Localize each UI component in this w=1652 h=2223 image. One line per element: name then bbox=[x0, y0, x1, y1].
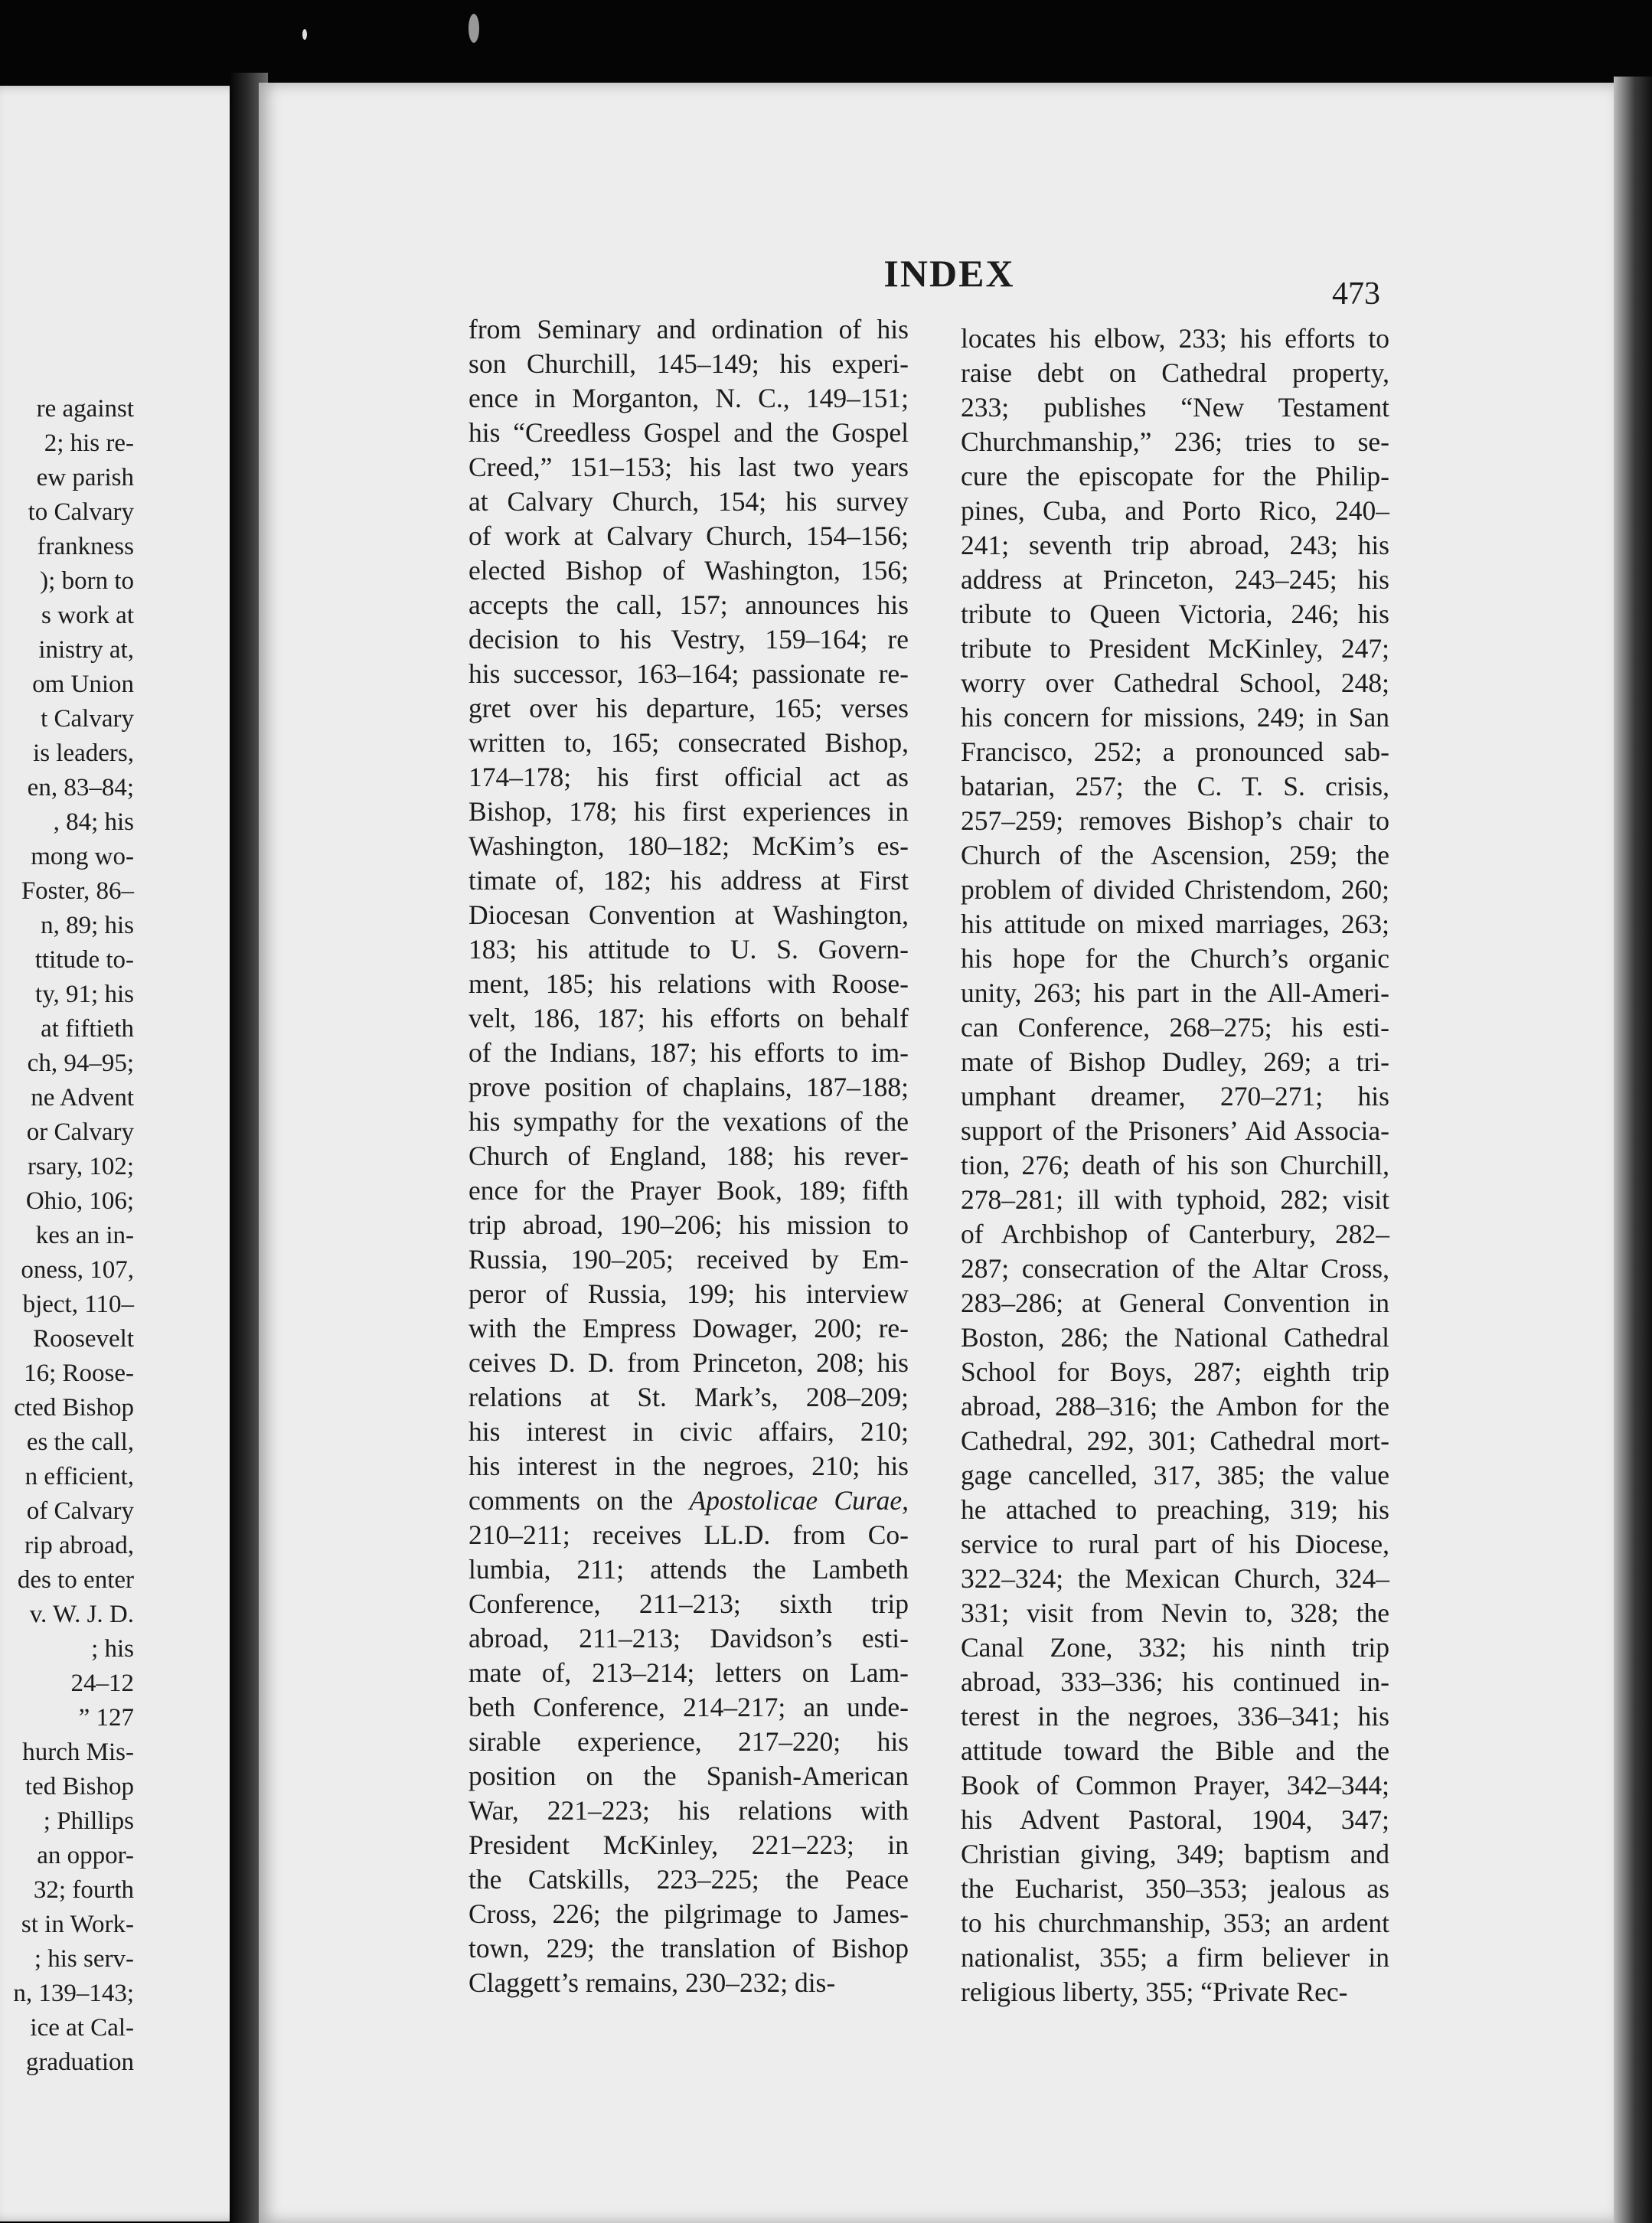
index-line: Book of Common Prayer, 342–344; bbox=[961, 1770, 1389, 1800]
page-edge-shadow bbox=[1614, 77, 1652, 2223]
previous-page-line: 2; his re- bbox=[44, 429, 134, 457]
index-line: gret over his departure, 165; verses bbox=[469, 693, 909, 723]
index-line: School for Boys, 287; eighth trip bbox=[961, 1356, 1389, 1387]
index-line: accepts the call, 157; announces his bbox=[469, 589, 909, 620]
index-line: worry over Cathedral School, 248; bbox=[961, 668, 1389, 698]
index-line: raise debt on Cathedral property, bbox=[961, 357, 1389, 388]
previous-page-line: kes an in- bbox=[35, 1222, 134, 1249]
previous-page-line: om Union bbox=[32, 671, 134, 698]
index-line: 283–286; at General Convention in bbox=[961, 1288, 1389, 1318]
index-line: abroad, 288–316; the Ambon for the bbox=[961, 1391, 1389, 1422]
previous-page-line: frankness bbox=[37, 533, 134, 560]
index-line: of work at Calvary Church, 154–156; bbox=[469, 521, 909, 551]
index-line: service to rural part of his Diocese, bbox=[961, 1529, 1389, 1559]
index-line: Diocesan Convention at Washington, bbox=[469, 899, 909, 930]
index-line: his successor, 163–164; passionate re- bbox=[469, 658, 909, 689]
index-line: trip abroad, 190–206; his mission to bbox=[469, 1209, 909, 1240]
previous-page-line: to Calvary bbox=[28, 498, 134, 526]
index-line: batarian, 257; the C. T. S. crisis, bbox=[961, 771, 1389, 801]
index-line: Conference, 211–213; sixth trip bbox=[469, 1588, 909, 1619]
index-line: address at Princeton, 243–245; his bbox=[961, 564, 1389, 595]
italic-title: Apostolicae Curae, bbox=[689, 1485, 909, 1516]
index-line: his “Creedless Gospel and the Gospel bbox=[469, 417, 909, 448]
index-line: 174–178; his first official act as bbox=[469, 762, 909, 792]
index-line: terest in the negroes, 336–341; his bbox=[961, 1701, 1389, 1732]
index-line: 322–324; the Mexican Church, 324– bbox=[961, 1563, 1389, 1594]
index-line: timate of, 182; his address at First bbox=[469, 865, 909, 896]
previous-page-line: 16; Roose- bbox=[24, 1360, 134, 1387]
index-line: son Churchill, 145–149; his experi- bbox=[469, 348, 909, 379]
previous-page-line: ted Bishop bbox=[24, 1773, 134, 1800]
index-line: attitude toward the Bible and the bbox=[961, 1735, 1389, 1766]
previous-page-line: oness, 107, bbox=[21, 1256, 134, 1284]
index-line: relations at St. Mark’s, 208–209; bbox=[469, 1382, 909, 1412]
index-line: of Archbishop of Canterbury, 282– bbox=[961, 1219, 1389, 1249]
index-line: gage cancelled, 317, 385; the value bbox=[961, 1460, 1389, 1490]
index-line: comments on the Apostolicae Curae, bbox=[469, 1485, 909, 1516]
index-line: tribute to President McKinley, 247; bbox=[961, 633, 1389, 664]
index-line: 210–211; receives LL.D. from Co- bbox=[469, 1520, 909, 1550]
previous-page-line: bject, 110– bbox=[22, 1291, 134, 1318]
previous-page-line: Roosevelt bbox=[33, 1325, 134, 1353]
previous-page-line: hurch Mis- bbox=[22, 1738, 134, 1766]
index-line: Washington, 180–182; McKim’s es- bbox=[469, 831, 909, 861]
index-column-left bbox=[469, 312, 909, 2000]
index-line: unity, 263; his part in the All-Ameri- bbox=[961, 978, 1389, 1008]
index-line: Cathedral, 292, 301; Cathedral mort- bbox=[961, 1425, 1389, 1456]
previous-page-line: , 84; his bbox=[53, 808, 134, 836]
index-line: he attached to preaching, 319; his bbox=[961, 1494, 1389, 1525]
index-line: at Calvary Church, 154; his survey bbox=[469, 486, 909, 517]
index-line: the Catskills, 223–225; the Peace bbox=[469, 1864, 909, 1895]
index-line: from Seminary and ordination of his bbox=[469, 314, 909, 344]
index-line: his hope for the Church’s organic bbox=[961, 943, 1389, 974]
index-line: his Advent Pastoral, 1904, 347; bbox=[961, 1804, 1389, 1835]
index-line: Creed,” 151–153; his last two years bbox=[469, 452, 909, 482]
index-line: his attitude on mixed marriages, 263; bbox=[961, 909, 1389, 939]
index-page bbox=[259, 83, 1614, 2223]
index-line: town, 229; the translation of Bishop bbox=[469, 1933, 909, 1963]
index-line: Churchmanship,” 236; tries to se- bbox=[961, 426, 1389, 457]
page-number: 473 bbox=[1332, 276, 1380, 312]
previous-page-line: graduation bbox=[25, 2048, 134, 2076]
index-line: nationalist, 355; a firm believer in bbox=[961, 1942, 1389, 1973]
previous-page-line: ne Advent bbox=[31, 1084, 134, 1112]
previous-page-line: t Calvary bbox=[41, 705, 134, 733]
previous-page-line: rip abroad, bbox=[24, 1532, 134, 1559]
previous-page-line: ew parish bbox=[36, 464, 134, 491]
index-line: abroad, 333–336; his continued in- bbox=[961, 1666, 1389, 1697]
previous-page-line: des to enter bbox=[17, 1566, 134, 1594]
previous-page-line: rsary, 102; bbox=[28, 1153, 134, 1180]
index-line: of the Indians, 187; his efforts to im- bbox=[469, 1037, 909, 1068]
previous-page bbox=[0, 86, 246, 2221]
previous-page-line: 32; fourth bbox=[33, 1876, 134, 1904]
previous-page-line: v. W. J. D. bbox=[29, 1601, 134, 1628]
index-line: his sympathy for the vexations of the bbox=[469, 1106, 909, 1137]
index-line: umphant dreamer, 270–271; his bbox=[961, 1081, 1389, 1112]
previous-page-line: an oppor- bbox=[37, 1842, 134, 1869]
previous-page-line: mong wo- bbox=[31, 843, 134, 870]
previous-page-line: cted Bishop bbox=[14, 1394, 134, 1422]
index-line: Church of England, 188; his rever- bbox=[469, 1141, 909, 1171]
index-line: 233; publishes “New Testament bbox=[961, 392, 1389, 423]
previous-page-line: Ohio, 106; bbox=[25, 1187, 134, 1215]
index-line: ceives D. D. from Princeton, 208; his bbox=[469, 1347, 909, 1378]
index-line: decision to his Vestry, 159–164; re bbox=[469, 624, 909, 654]
index-line: Christian giving, 349; baptism and bbox=[961, 1839, 1389, 1869]
previous-page-line: s work at bbox=[41, 602, 134, 629]
index-line: Church of the Ascension, 259; the bbox=[961, 840, 1389, 870]
previous-page-line: 24–12 bbox=[70, 1670, 134, 1697]
index-line: Boston, 286; the National Cathedral bbox=[961, 1322, 1389, 1353]
index-line: with the Empress Dowager, 200; re- bbox=[469, 1313, 909, 1343]
index-line: the Eucharist, 350–353; jealous as bbox=[961, 1873, 1389, 1904]
index-line: his interest in civic affairs, 210; bbox=[469, 1416, 909, 1447]
previous-page-line: is leaders, bbox=[33, 739, 134, 767]
previous-page-line: ; his serv- bbox=[34, 1945, 134, 1973]
index-line: abroad, 211–213; Davidson’s esti- bbox=[469, 1623, 909, 1653]
index-line: 287; consecration of the Altar Cross, bbox=[961, 1253, 1389, 1284]
previous-page-line: en, 83–84; bbox=[27, 774, 134, 801]
previous-page-line: st in Work- bbox=[21, 1911, 134, 1938]
scan-speck bbox=[469, 14, 479, 43]
index-line: problem of divided Christendom, 260; bbox=[961, 874, 1389, 905]
index-line: Francisco, 252; a pronounced sab- bbox=[961, 736, 1389, 767]
index-column-right bbox=[961, 322, 1389, 2009]
previous-page-line: ” 127 bbox=[78, 1704, 134, 1732]
previous-page-line: re against bbox=[36, 395, 134, 423]
index-line: tribute to Queen Victoria, 246; his bbox=[961, 599, 1389, 629]
previous-page-line: ch, 94–95; bbox=[27, 1049, 134, 1077]
index-line: 278–281; ill with typhoid, 282; visit bbox=[961, 1184, 1389, 1215]
previous-page-line: of Calvary bbox=[26, 1497, 134, 1525]
index-line: to his churchmanship, 353; an ardent bbox=[961, 1908, 1389, 1938]
previous-page-line: n efficient, bbox=[24, 1463, 134, 1490]
index-line: President McKinley, 221–223; in bbox=[469, 1830, 909, 1860]
index-line: Russia, 190–205; received by Em- bbox=[469, 1244, 909, 1275]
index-line: written to, 165; consecrated Bishop, bbox=[469, 727, 909, 758]
previous-page-text-column bbox=[0, 392, 134, 2080]
index-line: 241; seventh trip abroad, 243; his bbox=[961, 530, 1389, 560]
running-head: INDEX bbox=[883, 252, 1015, 295]
index-line: War, 221–223; his relations with bbox=[469, 1795, 909, 1826]
index-line: Claggett’s remains, 230–232; dis- bbox=[469, 1967, 836, 1998]
previous-page-line: ; Phillips bbox=[43, 1807, 134, 1835]
previous-page-line: ice at Cal- bbox=[30, 2014, 134, 2042]
index-line: pines, Cuba, and Porto Rico, 240– bbox=[961, 495, 1389, 526]
previous-page-line: ); born to bbox=[40, 567, 134, 595]
index-line: his concern for missions, 249; in San bbox=[961, 702, 1389, 733]
previous-page-line: es the call, bbox=[26, 1428, 134, 1456]
scan-speck bbox=[302, 29, 307, 40]
index-line: ence for the Prayer Book, 189; fifth bbox=[469, 1175, 909, 1206]
index-line: ence in Morganton, N. C., 149–151; bbox=[469, 383, 909, 413]
index-line: mate of, 213–214; letters on Lam- bbox=[469, 1657, 909, 1688]
index-line: ment, 185; his relations with Roose- bbox=[469, 968, 909, 999]
index-line: support of the Prisoners’ Aid Associa- bbox=[961, 1115, 1389, 1146]
previous-page-line: at fiftieth bbox=[41, 1015, 134, 1043]
previous-page-line: n, 89; his bbox=[41, 912, 134, 939]
index-line: locates his elbow, 233; his efforts to bbox=[961, 323, 1389, 354]
index-line: cure the episcopate for the Philip- bbox=[961, 461, 1389, 491]
index-line: tion, 276; death of his son Churchill, bbox=[961, 1150, 1389, 1180]
index-line: mate of Bishop Dudley, 269; a tri- bbox=[961, 1046, 1389, 1077]
index-line: his interest in the negroes, 210; his bbox=[469, 1451, 909, 1481]
index-line: Cross, 226; the pilgrimage to James- bbox=[469, 1898, 909, 1929]
index-line: 257–259; removes Bishop’s chair to bbox=[961, 805, 1389, 836]
index-line: can Conference, 268–275; his esti- bbox=[961, 1012, 1389, 1043]
index-line: prove position of chaplains, 187–188; bbox=[469, 1072, 909, 1102]
index-line: religious liberty, 355; “Private Rec- bbox=[961, 1977, 1348, 2007]
index-line: elected Bishop of Washington, 156; bbox=[469, 555, 909, 586]
index-line: Bishop, 178; his first experiences in bbox=[469, 796, 909, 827]
previous-page-line: ty, 91; his bbox=[35, 981, 134, 1008]
previous-page-line: ttitude to- bbox=[34, 946, 134, 974]
index-line: sirable experience, 217–220; his bbox=[469, 1726, 909, 1757]
index-line: velt, 186, 187; his efforts on behalf bbox=[469, 1003, 909, 1033]
index-line: 331; visit from Nevin to, 328; the bbox=[961, 1598, 1389, 1628]
index-line: lumbia, 211; attends the Lambeth bbox=[469, 1554, 909, 1585]
previous-page-line: ; his bbox=[91, 1635, 134, 1663]
index-line: position on the Spanish-American bbox=[469, 1761, 909, 1791]
index-line: Canal Zone, 332; his ninth trip bbox=[961, 1632, 1389, 1663]
previous-page-line: Foster, 86– bbox=[21, 877, 134, 905]
previous-page-line: or Calvary bbox=[26, 1118, 134, 1146]
previous-page-line: n, 139–143; bbox=[13, 1980, 134, 2007]
index-line: 183; his attitude to U. S. Govern- bbox=[469, 934, 909, 965]
index-line: beth Conference, 214–217; an unde- bbox=[469, 1692, 909, 1722]
previous-page-line: inistry at, bbox=[38, 636, 134, 664]
index-line: peror of Russia, 199; his interview bbox=[469, 1278, 909, 1309]
